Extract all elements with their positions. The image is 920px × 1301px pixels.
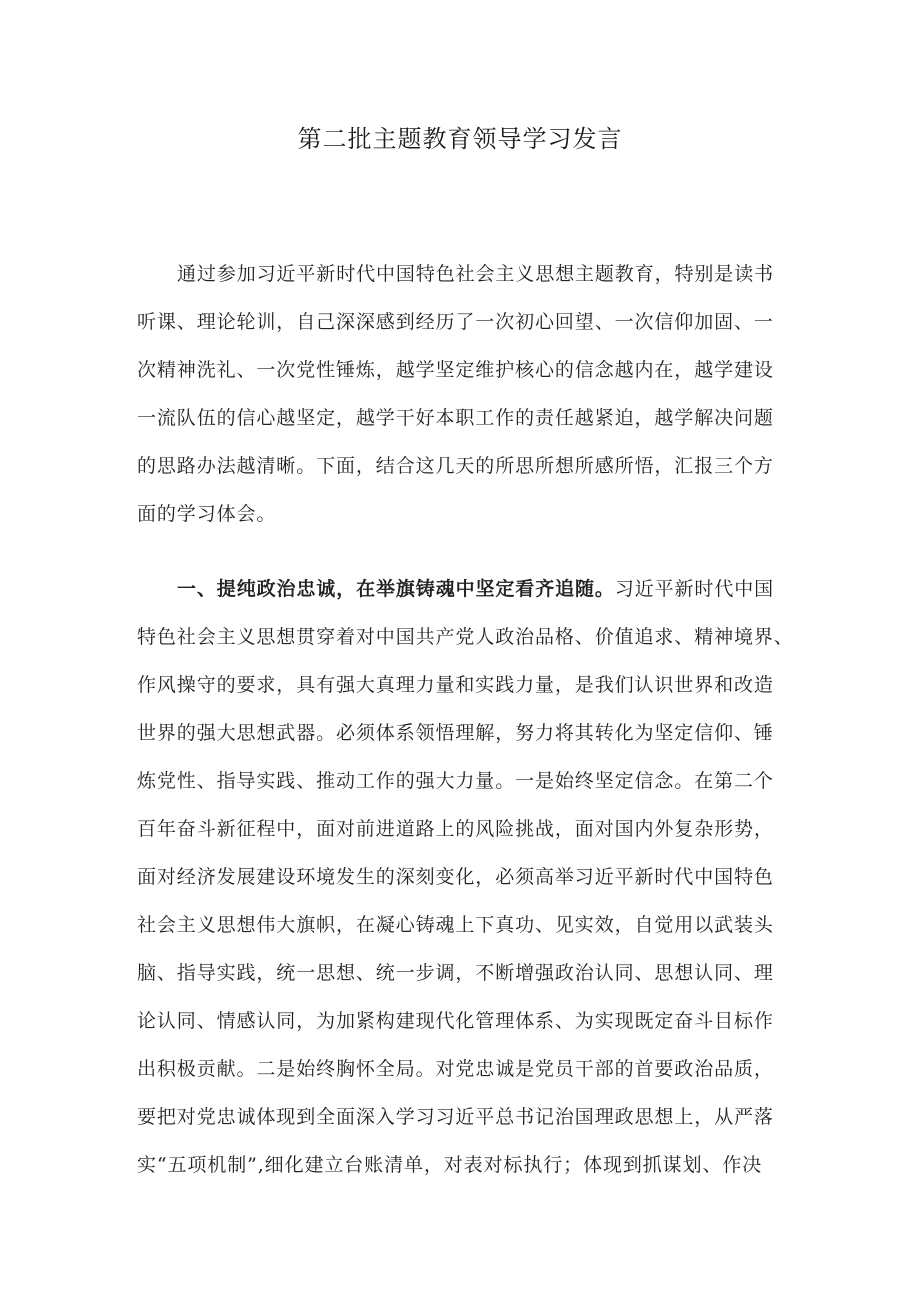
paragraph-section-one — [137, 565, 797, 1189]
paragraph-line: 面对经济发展建设环境发生的深刻变化，必须高举习近平新时代中国特色 — [137, 866, 774, 888]
paragraph-intro — [137, 250, 797, 538]
paragraph-first-line — [137, 565, 797, 613]
paragraph-line: 炼党性、指导实践、推动工作的强大力量。一是始终坚定信念。在第二个 — [137, 770, 774, 792]
paragraph-line: 特色社会主义思想贯穿着对中国共产党人政治品格、价值追求、精神境界、 — [137, 626, 794, 648]
paragraph-line: 作风操守的要求，具有强大真理力量和实践力量，是我们认识世界和改造 — [137, 674, 774, 696]
paragraph-line: 论认同、情感认同，为加紧构建现代化管理体系、为实现既定奋斗目标作 — [137, 1010, 774, 1032]
paragraph-line: 次精神洗礼、一次党性锤炼，越学坚定维护核心的信念越内在，越学建设 — [137, 359, 774, 381]
paragraph-line: 的思路办法越清晰。下面，结合这几天的所思所想所感所悟，汇报三个方 — [137, 455, 774, 477]
paragraph-line: 通过参加习近平新时代中国特色社会主义思想主题教育，特别是读书 — [177, 263, 775, 285]
paragraph-line: 社会主义思想伟大旗帜，在凝心铸魂上下真功、见实效，自觉用以武装头 — [137, 914, 774, 936]
paragraph-line: 出积极贡献。二是始终胸怀全局。对党忠诚是党员干部的首要政治品质， — [137, 1058, 774, 1080]
section-heading: 一、提纯政治忠诚，在举旗铸魂中坚定看齐追随。 — [177, 578, 615, 600]
document-title: 第二批主题教育领导学习发言 — [297, 125, 623, 153]
paragraph-line-rest: 习近平新时代中国 — [614, 578, 775, 600]
paragraph-line: 百年奋斗新征程中，面对前进道路上的风险挑战，面对国内外复杂形势， — [137, 818, 774, 840]
paragraph-line: 脑、指导实践，统一思想、统一步调，不断增强政治认同、思想认同、理 — [137, 962, 774, 984]
paragraph-line: 听课、理论轮训，自己深深感到经历了一次初心回望、一次信仰加固、一 — [137, 311, 774, 333]
paragraph-line: 面的学习体会。 — [137, 503, 277, 525]
paragraph-line: 实“五项机制”,细化建立台账清单，对表对标执行；体现到抓谋划、作决 — [137, 1154, 763, 1176]
paragraph-line: 要把对党忠诚体现到全面深入学习习近平总书记治国理政思想上，从严落 — [137, 1106, 774, 1128]
paragraph-line: 一流队伍的信心越坚定，越学干好本职工作的责任越紧迫，越学解决问题 — [137, 407, 774, 429]
paragraph-line: 世界的强大思想武器。必须体系领悟理解，努力将其转化为坚定信仰、锤 — [137, 722, 774, 744]
